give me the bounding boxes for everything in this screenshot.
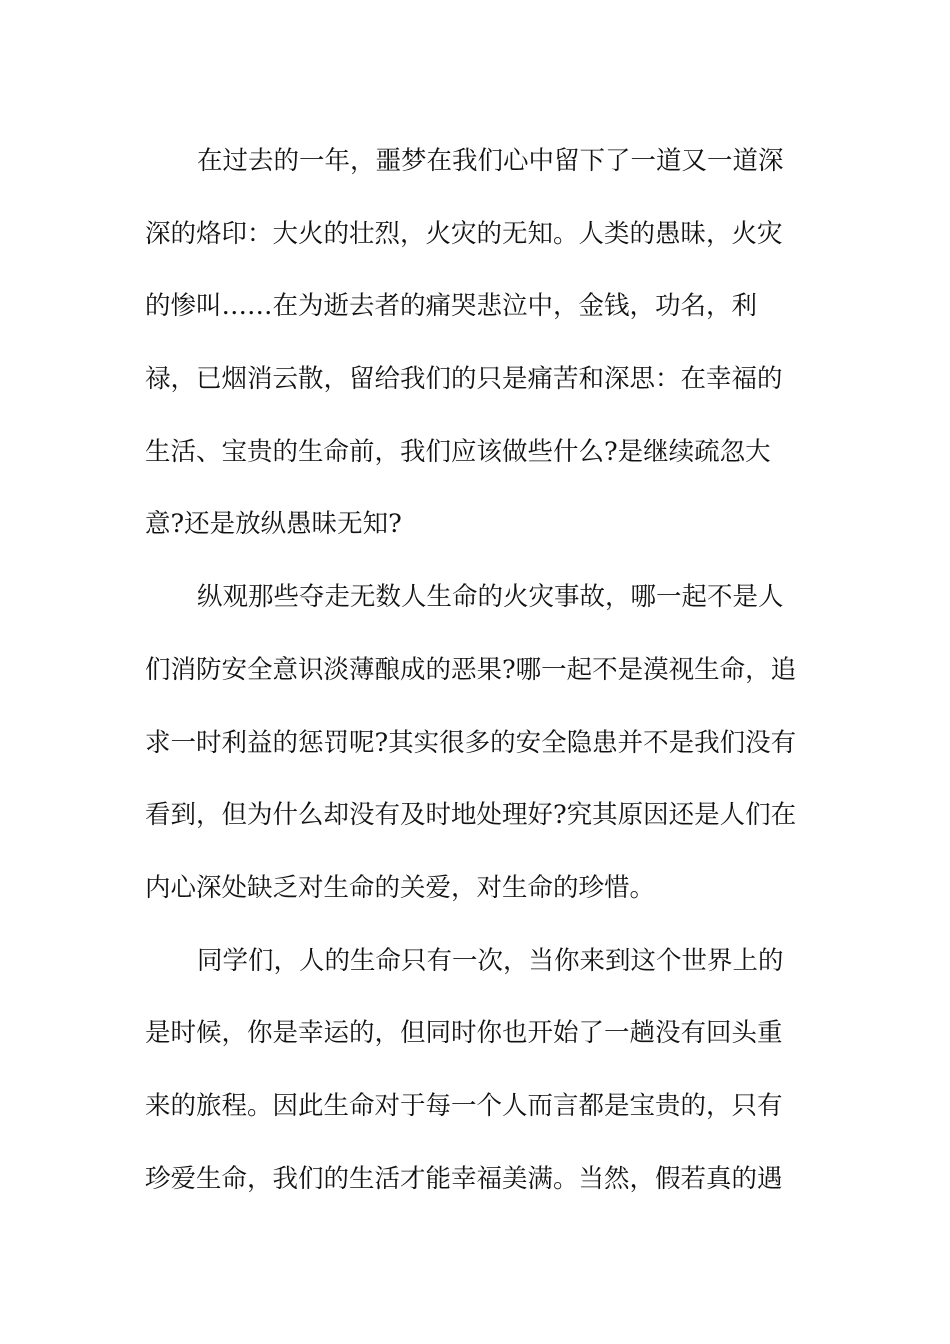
paragraph-2-line-3: 求一时利益的惩罚呢?其实很多的安全隐患并不是我们没有 bbox=[145, 727, 797, 758]
paragraph-2-line-1: 纵观那些夺走无数人生命的火灾事故，哪一起不是人 bbox=[197, 582, 784, 613]
paragraph-1-line-5: 生活、宝贵的生命前，我们应该做些什么?是继续疏忽大 bbox=[145, 436, 771, 467]
paragraph-2-line-5: 内心深处缺乏对生命的关爱，对生命的珍惜。 bbox=[145, 872, 656, 903]
paragraph-1-line-3: 的惨叫……在为逝去者的痛哭悲泣中，金钱，功名，利 bbox=[145, 291, 758, 322]
paragraph-1-line-1: 在过去的一年，噩梦在我们心中留下了一道又一道深 bbox=[197, 146, 784, 176]
paragraph-3-line-2: 是时候，你是幸运的，但同时你也开始了一趟没有回头重 bbox=[145, 1018, 783, 1049]
paragraph-1-line-2: 深的烙印：大火的壮烈，火灾的无知。人类的愚昧，火灾 bbox=[145, 218, 783, 249]
paragraph-2-line-2: 们消防安全意识淡薄酿成的恶果?哪一起不是漠视生命，追 bbox=[145, 654, 797, 685]
paragraph-3-line-4: 珍爱生命，我们的生活才能幸福美满。当然，假若真的遇 bbox=[145, 1163, 783, 1194]
paragraph-1-line-6: 意?还是放纵愚昧无知? bbox=[145, 509, 402, 540]
paragraph-3-line-1: 同学们，人的生命只有一次，当你来到这个世界上的 bbox=[197, 945, 784, 976]
body-text bbox=[145, 125, 805, 1215]
paragraph-1-line-4: 禄，已烟消云散，留给我们的只是痛苦和深思：在幸福的 bbox=[145, 364, 783, 395]
paragraph-3-line-3: 来的旅程。因此生命对于每一个人而言都是宝贵的，只有 bbox=[145, 1090, 783, 1121]
paragraph-2-line-4: 看到，但为什么却没有及时地处理好?究其原因还是人们在 bbox=[145, 800, 797, 831]
